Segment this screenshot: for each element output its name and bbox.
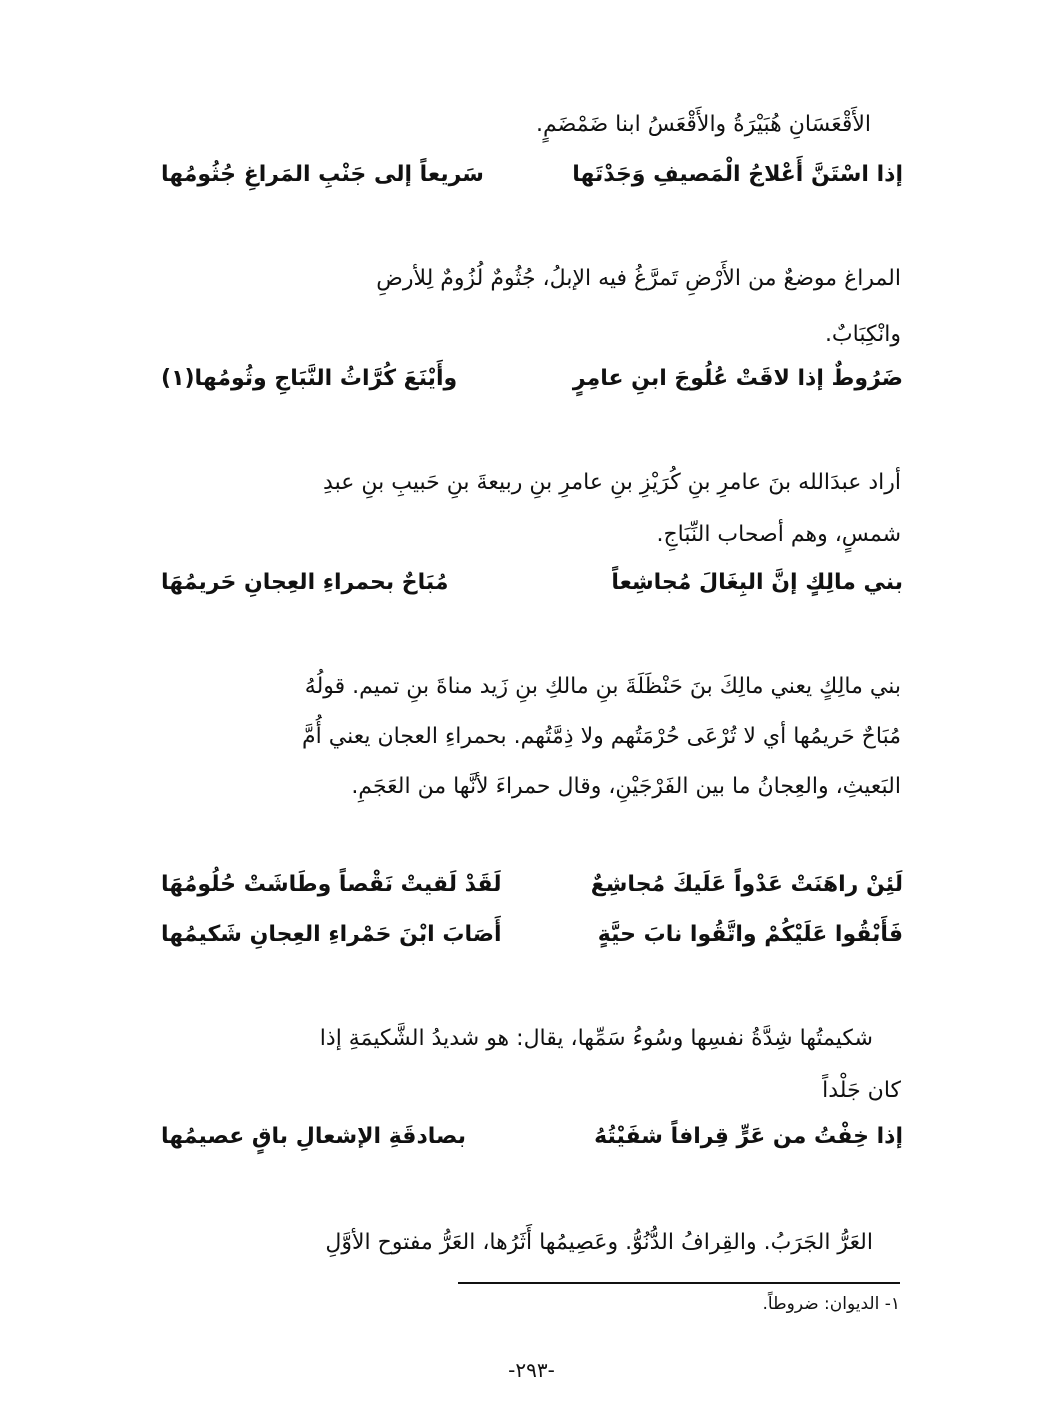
verse-hemistich-second: مُبَاحٌ بحمراءِ العِجانِ حَريمُهَا <box>161 570 449 595</box>
verse-hemistich-second: وأَيْنَعَ كُرَّاثُ النَّبَاجِ وثُومُها(١) <box>161 366 458 391</box>
verse-hemistich-first: ضَرُوطٌ إذا لاقَتْ عُلُوجَ ابنِ عامِرٍ <box>572 366 903 391</box>
verse-hemistich-first: إذا اسْتَنَّ أَعْلاجُ الْمَصيفِ وَجَدْتَها <box>572 162 903 187</box>
verse-hemistich-second: أَصَابَ ابْنَ حَمْراءِ العِجانِ شَكيمُها <box>161 922 502 947</box>
prose-line: المراغ موضعٌ من الأَرْضِ تَمرَّغُ فيه الإبلُ، جُثُومٌ لُزُومٌ لِلأرضِ <box>376 266 901 291</box>
prose-line: مُبَاحٌ حَريمُها أي لا تُرْعَى حُرْمَتُهم ولا ذِمَّتُهم. بحمراءِ العجان يعني أُمَّ <box>302 724 901 749</box>
footnote-divider <box>458 1282 900 1284</box>
verse-hemistich-first: بني مالِكٍ إنَّ البِغَالَ مُجاشِعاً <box>611 570 903 595</box>
verse-hemistich-first: لَئِنْ راهَنَتْ عَدْواً عَلَيكَ مُجاشِعٌ <box>590 872 903 897</box>
prose-line: البَعيثِ، والعِجانُ ما بين الفَرْجَيْنِ، وقال حمراءَ لأنَّها من العَجَمِ. <box>351 774 901 799</box>
prose-line: العَرُّ الجَرَبُ. والقِرافُ الدُّنُوُّ. وعَصِيمُها أَثَرُها، العَرُّ مفتوح الأوَّلِ <box>325 1230 873 1255</box>
verse-hemistich-second: سَريعاً إلى جَنْبِ المَراغِ جُثُومُها <box>161 162 484 187</box>
page-number: -٢٩٣- <box>508 1358 555 1382</box>
prose-line: شكيمتُها شِدَّةُ نفسِها وسُوءُ سَمِّها، يقال: هو شديدُ الشَّكيمَةِ إذا <box>319 1026 873 1051</box>
verse-hemistich-second: لَقَدْ لَقيتْ نَقْصاً وطَاشَتْ حُلُومُهَا <box>161 872 502 897</box>
verse-hemistich-first: فَأَبْقُوا عَلَيْكُمْ واتَّقُوا نابَ حيَّةٍ <box>597 922 903 947</box>
prose-line: الأَقْعَسَانِ هُبَيْرَةُ والأَقْعَسُ ابنا ضَمْضَمٍ. <box>536 112 871 137</box>
verse-hemistich-first: إذا خِفْتُ من عَرٍّ قِرافاً شفَيْتُهُ <box>594 1124 903 1149</box>
prose-line: بني مالِكٍ يعني مالِكَ بنَ حَنْظَلَةَ بنِ مالكِ بنِ زَيد مناةَ بنِ تميم. قولُهُ <box>304 674 901 699</box>
prose-line: وانْكِبَابٌ. <box>824 322 901 347</box>
prose-line: شمسٍ، وهم أصحاب النِّبَاجِ. <box>656 522 901 547</box>
prose-line: أراد عبدَالله بنَ عامرِ بنِ كُرَيْزِ بنِ عامرِ بنِ ربيعةَ بنِ حَبيبِ بنِ عبدِ <box>323 470 901 495</box>
prose-line: كان جَلْداً <box>822 1078 901 1103</box>
footnote: ١- الديوان: ضروطاً. <box>762 1294 900 1314</box>
verse-hemistich-second: بصادقَةِ الإشعالِ باقٍ عصيمُها <box>161 1124 466 1149</box>
